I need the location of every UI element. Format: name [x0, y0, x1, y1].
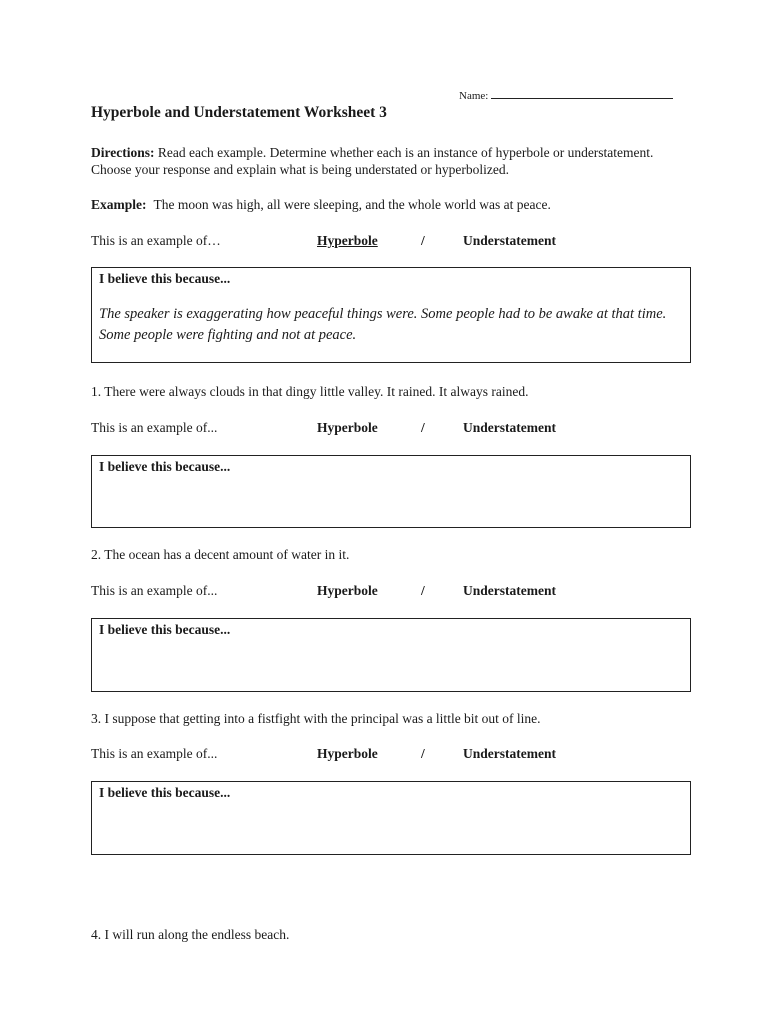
question-2-prompt: This is an example of...	[91, 583, 218, 598]
example-option-understatement[interactable]: Understatement	[463, 233, 556, 248]
name-field[interactable]	[459, 87, 673, 102]
example-prompt: This is an example of…	[91, 233, 221, 248]
answer-box-label: I believe this because...	[99, 785, 231, 800]
question-3-prompt: This is an example of...	[91, 746, 218, 761]
question-1-option-hyperbole[interactable]: Hyperbole	[317, 420, 378, 435]
name-label: Name:	[459, 90, 489, 102]
example-option-hyperbole[interactable]: Hyperbole	[317, 233, 378, 248]
example-sentence	[91, 197, 551, 213]
question-2-separator: /	[421, 583, 425, 598]
question-1-separator: /	[421, 420, 425, 435]
question-3-option-hyperbole[interactable]: Hyperbole	[317, 746, 378, 761]
answer-box-label: I believe this because...	[99, 622, 231, 637]
example-separator: /	[421, 233, 425, 248]
example-label: Example:	[91, 197, 147, 212]
question-3-option-understatement[interactable]: Understatement	[463, 746, 556, 761]
name-blank-line[interactable]	[491, 87, 673, 99]
question-3-answer-box[interactable]	[91, 781, 691, 855]
answer-box-label: I believe this because...	[99, 459, 231, 474]
question-3-text: 3. I suppose that getting into a fistfight with the principal was a little bit out of line.	[91, 711, 541, 726]
answer-box-label: I believe this because...	[99, 271, 231, 286]
question-1-prompt: This is an example of...	[91, 420, 218, 435]
question-4-text: 4. I will run along the endless beach.	[91, 927, 290, 942]
question-1-option-understatement[interactable]: Understatement	[463, 420, 556, 435]
question-2-answer-box[interactable]	[91, 618, 691, 692]
example-answer-text: The speaker is exaggerating how peaceful things were. Some people had to be awake at that time. Some people were fighting and not at peace.	[99, 306, 667, 343]
example-text: The moon was high, all were sleeping, and the whole world was at peace.	[153, 197, 551, 212]
directions-label: Directions:	[91, 145, 155, 160]
directions	[91, 144, 671, 178]
question-3-separator: /	[421, 746, 425, 761]
example-answer-box[interactable]	[91, 267, 691, 363]
question-2-option-understatement[interactable]: Understatement	[463, 583, 556, 598]
question-2-option-hyperbole[interactable]: Hyperbole	[317, 583, 378, 598]
question-2-text: 2. The ocean has a decent amount of water in it.	[91, 547, 350, 562]
question-1-answer-box[interactable]	[91, 455, 691, 528]
directions-text: Read each example. Determine whether each is an instance of hyperbole or understatement. Choose your response and explain what is being understated or hyperbolized.	[91, 145, 654, 177]
worksheet-title: Hyperbole and Understatement Worksheet 3	[91, 104, 387, 121]
question-1-text: 1. There were always clouds in that dingy little valley. It rained. It always rained.	[91, 384, 529, 399]
